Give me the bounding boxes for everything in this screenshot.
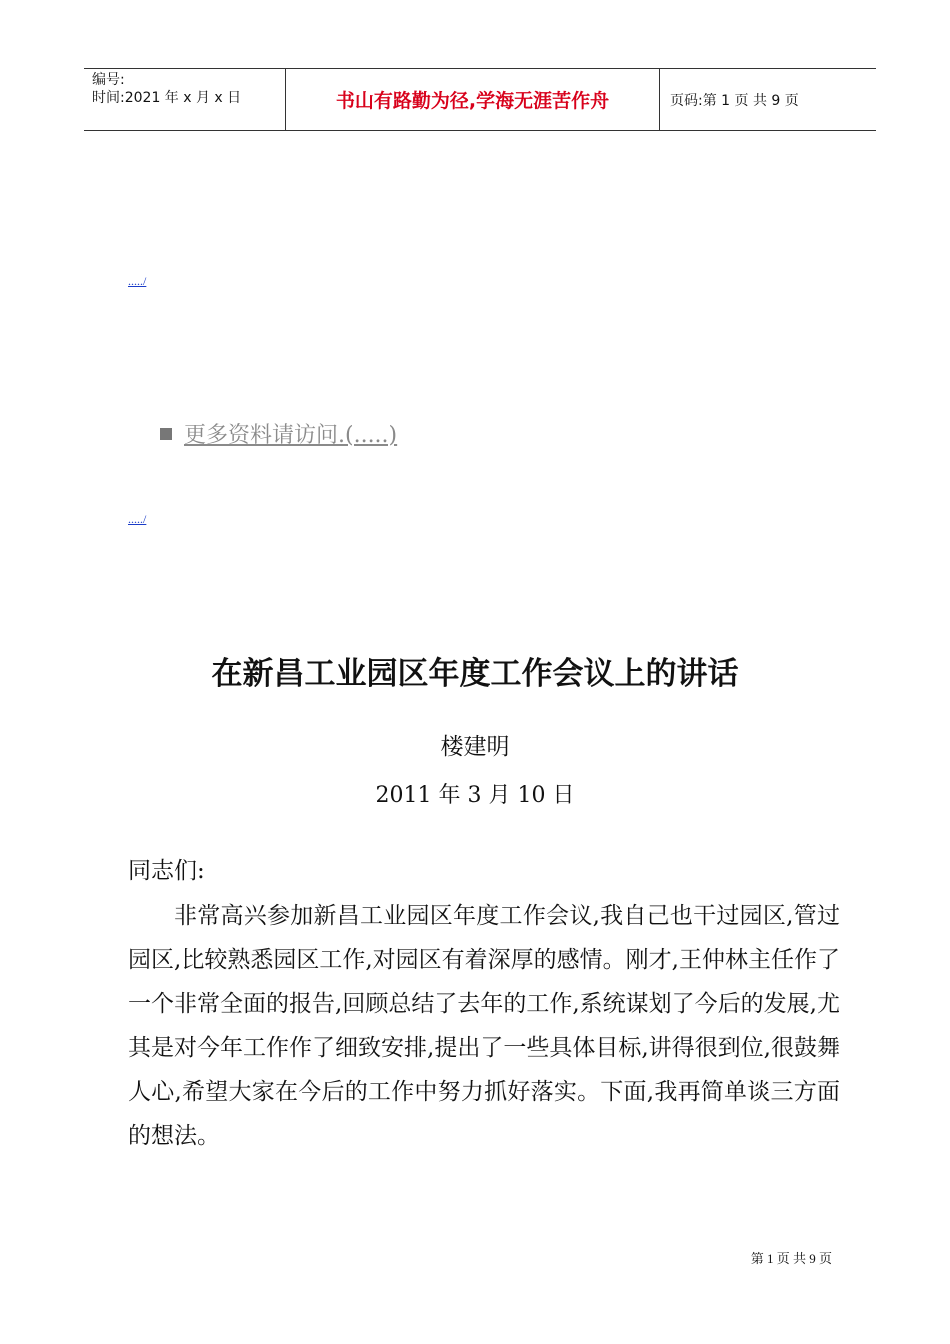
- document-date: 2011 年 3 月 10 日: [375, 783, 575, 808]
- document-title: 在新昌工业园区年度工作会议上的讲话: [211, 656, 739, 692]
- link-top[interactable]: ...../: [128, 274, 147, 288]
- document-paragraph: 非常高兴参加新昌工业园区年度工作会议,我自己也干过园区,管过园区,比较熟悉园区工作,对园区有着深厚的感情。刚才,王仲林主任作了一个非常全面的报告,回顾总结了去年的工作,系统谋划了今后的发展,尤其是对今年工作作了细致安排,提出了一些具体目标,讲得很到位,很鼓舞人心,希望大家在今后的工作中努力抓好落实。下面,我再简单谈三方面的想法。: [128, 903, 840, 1149]
- more-resources-line: [160, 418, 397, 449]
- more-resources-link[interactable]: 更多资料请访问.(.....): [184, 423, 398, 448]
- document-salutation: 同志们:: [128, 858, 205, 884]
- header-page-info: 页码:第 1 页 共 9 页: [670, 92, 799, 109]
- header-meta: [84, 69, 286, 130]
- page-footer: 第 1 页 共 9 页: [750, 1251, 832, 1266]
- header-time-label: 时间:2021 年 x 月 x 日: [92, 90, 242, 106]
- link-bottom[interactable]: ...../: [128, 512, 147, 526]
- header-motto: 书山有路勤为径,学海无涯苦作舟: [286, 69, 660, 130]
- page-header: [84, 68, 876, 131]
- header-number-label: 编号:: [92, 72, 125, 88]
- document-author: 楼建明: [440, 734, 510, 760]
- square-bullet-icon: [160, 428, 172, 440]
